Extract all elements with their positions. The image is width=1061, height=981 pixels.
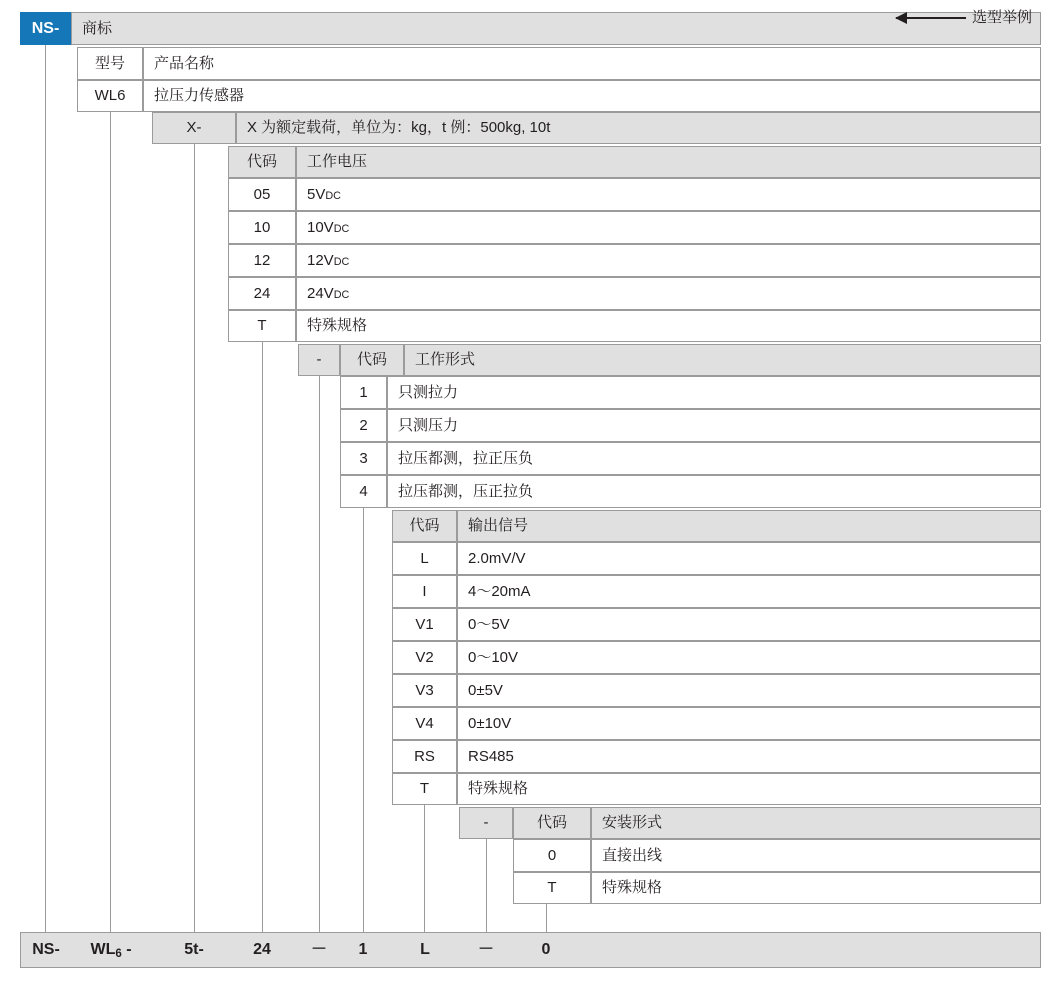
output-code: L — [392, 542, 457, 575]
row-output-0 — [392, 542, 1041, 575]
voltage-label-sub: DC — [325, 189, 341, 202]
row-output-5 — [392, 707, 1041, 740]
voltage-label-text: 特殊规格 — [307, 317, 368, 334]
workmode-code: 2 — [340, 409, 387, 442]
output-code: RS — [392, 740, 457, 773]
row-mounting-header — [459, 807, 1041, 839]
connector-line-workmode — [363, 506, 364, 932]
mounting-header-label: 安装形式 — [591, 807, 1041, 839]
row-output-4 — [392, 674, 1041, 707]
output-code: V2 — [392, 641, 457, 674]
output-code: T — [392, 773, 457, 805]
model-header-label: 产品名称 — [143, 47, 1041, 80]
row-voltage-1 — [228, 211, 1041, 244]
output-label: 0～5V — [457, 608, 1041, 641]
example-item-model: $WL_6$ - — [90, 941, 132, 960]
voltage-label-text: 5V — [307, 185, 326, 203]
row-output-1 — [392, 575, 1041, 608]
voltage-code: T — [228, 310, 296, 342]
output-label: 0～10V — [457, 641, 1041, 674]
row-capacity — [152, 112, 1041, 144]
output-code: V1 — [392, 608, 457, 641]
row-mounting-0 — [513, 839, 1041, 872]
voltage-label-text: 24V — [307, 284, 334, 302]
voltage-code: 05 — [228, 178, 296, 211]
mounting-dash: - — [459, 807, 513, 839]
example-item-brand: NS- — [32, 941, 60, 958]
example-item-voltage: 24 — [253, 941, 271, 958]
row-workmode-1 — [340, 409, 1041, 442]
output-header-code: 代码 — [392, 510, 457, 542]
example-arrow-icon — [896, 17, 966, 19]
workmode-header-code: 代码 — [340, 344, 404, 376]
output-code: V3 — [392, 674, 457, 707]
connector-line-mounting — [546, 904, 547, 932]
capacity-label: X 为额定载荷，单位为：kg，t 例：500kg, 10t — [236, 112, 1041, 144]
voltage-label — [296, 178, 1041, 211]
row-voltage-3 — [228, 277, 1041, 310]
row-brand — [20, 12, 1041, 45]
row-workmode-header — [298, 344, 1041, 376]
voltage-header-label: 工作电压 — [296, 146, 1041, 178]
mounting-code: T — [513, 872, 591, 904]
workmode-code: 1 — [340, 376, 387, 409]
example-item-workmode: 1 — [358, 941, 368, 958]
connector-line-brand — [45, 44, 46, 932]
workmode-label: 拉压都测，拉正压负 — [387, 442, 1041, 475]
row-workmode-0 — [340, 376, 1041, 409]
row-mounting-1 — [513, 872, 1041, 904]
row-voltage-header — [228, 146, 1041, 178]
row-model-value — [77, 80, 1041, 112]
voltage-label-sub: DC — [333, 288, 350, 301]
workmode-label: 只测拉力 — [387, 376, 1041, 409]
output-label: 0±10V — [457, 707, 1041, 740]
connector-line-model — [110, 111, 111, 932]
model-header-code: 型号 — [77, 47, 143, 80]
workmode-dash: - — [298, 344, 340, 376]
voltage-label-text: 12V — [307, 251, 334, 269]
capacity-code: X- — [152, 112, 236, 144]
row-output-2 — [392, 608, 1041, 641]
output-code: V4 — [392, 707, 457, 740]
brand-code: NS- — [20, 12, 71, 45]
mounting-header-code: 代码 — [513, 807, 591, 839]
example-item-mounting: 0 — [541, 941, 551, 958]
voltage-code: 12 — [228, 244, 296, 277]
row-workmode-2 — [340, 442, 1041, 475]
voltage-code: 24 — [228, 277, 296, 310]
example-item-output: L — [420, 941, 430, 958]
output-label: 特殊规格 — [457, 773, 1041, 805]
connector-line-voltage — [262, 341, 263, 932]
mounting-code: 0 — [513, 839, 591, 872]
voltage-label-sub: DC — [333, 255, 350, 268]
output-label: 0±5V — [457, 674, 1041, 707]
workmode-label: 拉压都测，压正拉负 — [387, 475, 1041, 508]
connector-line-dash1 — [319, 374, 320, 932]
voltage-label — [296, 244, 1041, 277]
voltage-label — [296, 277, 1041, 310]
workmode-header-label: 工作形式 — [404, 344, 1041, 376]
workmode-label: 只测压力 — [387, 409, 1041, 442]
voltage-label-text: 10V — [307, 218, 334, 236]
row-output-6 — [392, 740, 1041, 773]
output-label: RS485 — [457, 740, 1041, 773]
voltage-label — [296, 310, 1041, 342]
row-model-header — [77, 47, 1041, 80]
example-item-dash2: － — [477, 941, 494, 958]
example-item-dash1: － — [310, 941, 327, 958]
voltage-label — [296, 211, 1041, 244]
connector-line-output — [424, 804, 425, 932]
mounting-label: 直接出线 — [591, 839, 1041, 872]
voltage-code: 10 — [228, 211, 296, 244]
mounting-label: 特殊规格 — [591, 872, 1041, 904]
row-output-3 — [392, 641, 1041, 674]
row-voltage-0 — [228, 178, 1041, 211]
row-output-header — [392, 510, 1041, 542]
workmode-code: 3 — [340, 442, 387, 475]
row-output-7 — [392, 773, 1041, 805]
model-label: 拉压力传感器 — [143, 80, 1041, 112]
brand-label: 商标 — [71, 12, 1041, 45]
connector-line-dash2 — [486, 838, 487, 932]
voltage-label-sub: DC — [333, 222, 350, 235]
row-voltage-2 — [228, 244, 1041, 277]
voltage-header-code: 代码 — [228, 146, 296, 178]
output-label: 2.0mV/V — [457, 542, 1041, 575]
example-item-capacity: 5t- — [184, 941, 204, 958]
example-note: 选型举例 — [972, 9, 1033, 26]
workmode-code: 4 — [340, 475, 387, 508]
output-code: I — [392, 575, 457, 608]
model-code: WL6 — [77, 80, 143, 112]
row-workmode-3 — [340, 475, 1041, 508]
connector-line-capacity — [194, 143, 195, 932]
output-label: 4～20mA — [457, 575, 1041, 608]
output-header-label: 输出信号 — [457, 510, 1041, 542]
row-voltage-4 — [228, 310, 1041, 342]
